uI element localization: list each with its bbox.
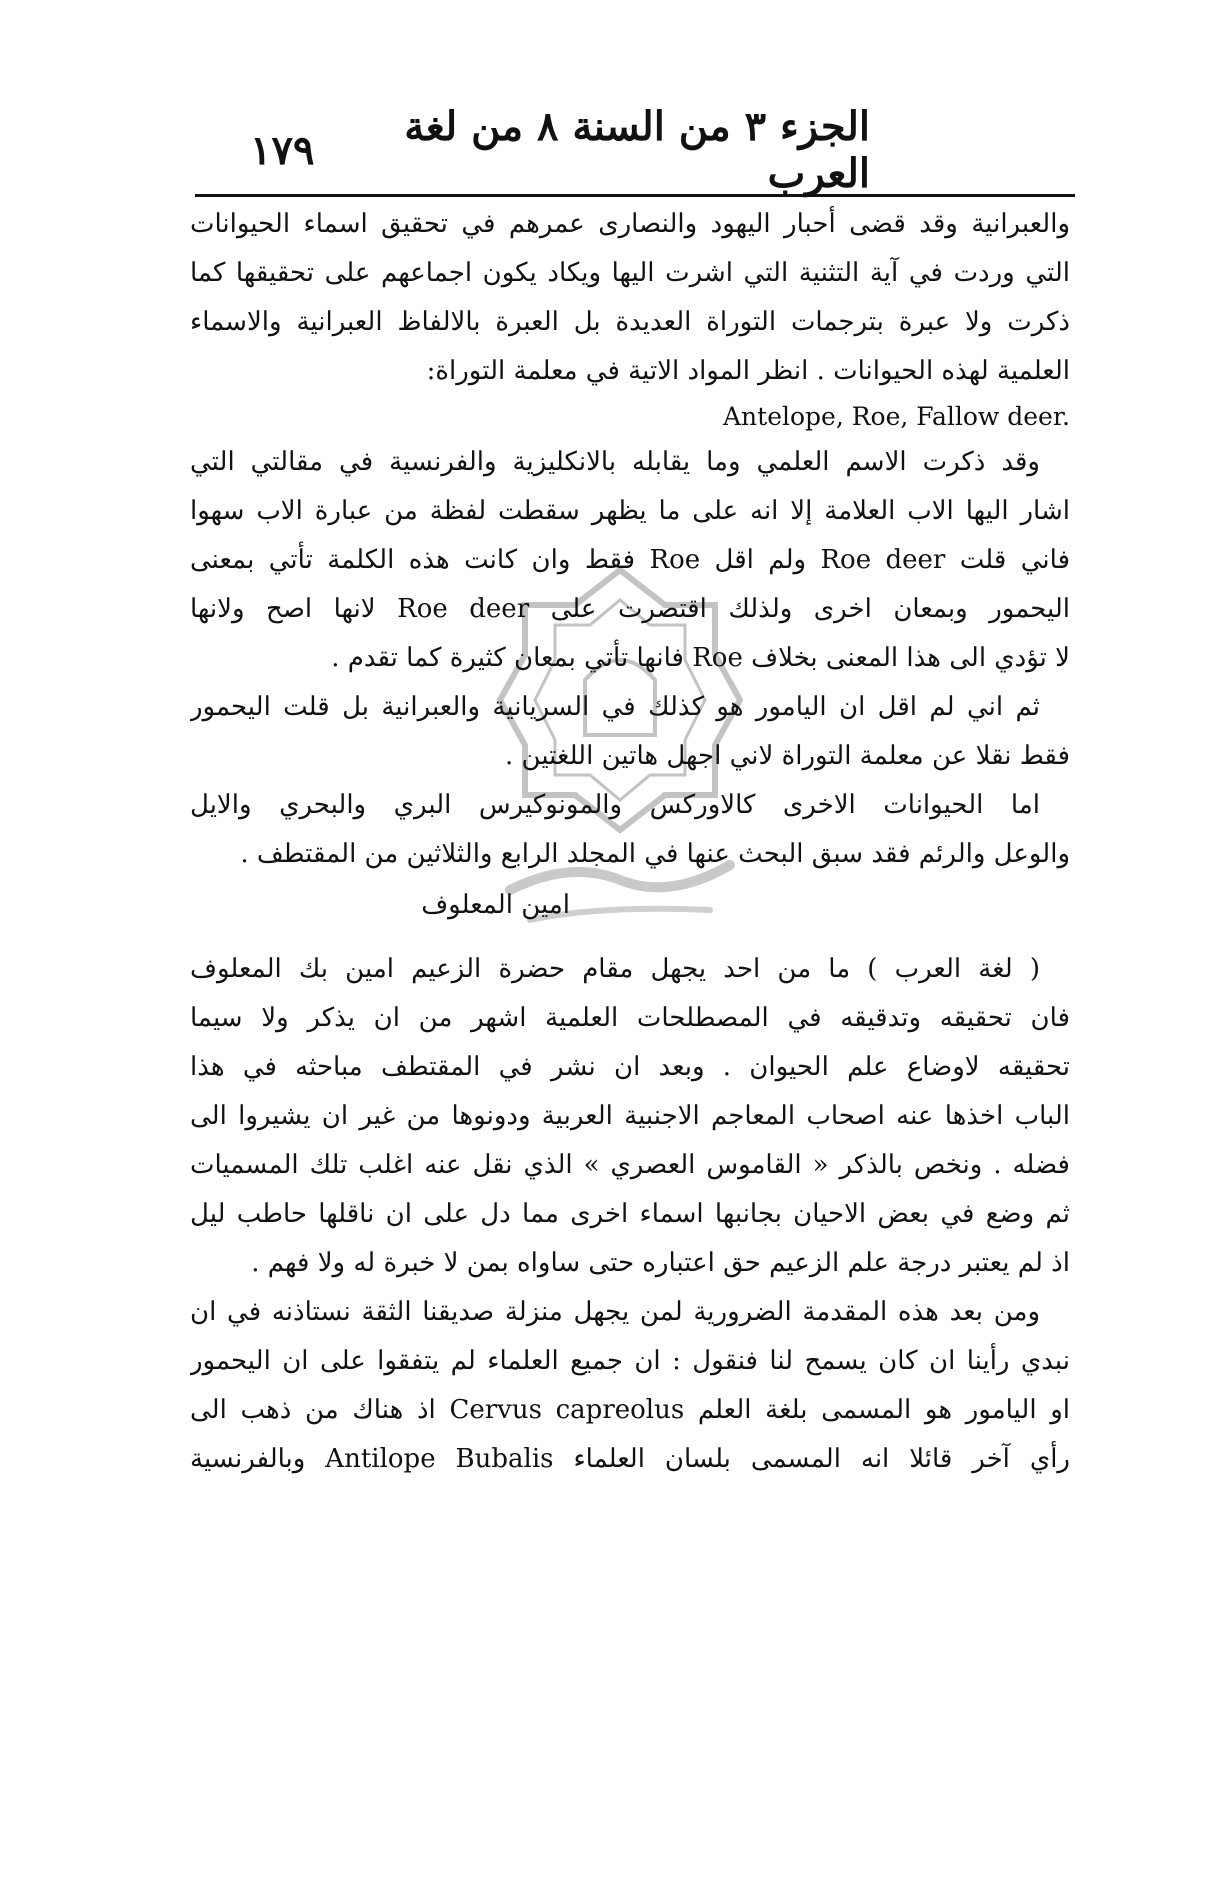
header-rule xyxy=(195,194,1075,197)
text-line: اليحمور وبمعان اخرى ولذلك اقتصرت على Roe deer لانها اصح ولانها xyxy=(190,594,1070,624)
text-line: والوعل والرئم فقد سبق البحث عنها في المجلد الرابع والثلاثين من المقتطف . xyxy=(240,839,1070,869)
text-line: ( لغة العرب ) ما من احد يجهل مقام حضرة الزعيم امين بك المعلوف xyxy=(190,954,1040,984)
text-line: ذكرت ولا عبرة بترجمات التوراة العديدة بل العبرة بالالفاظ العبرانية والاسماء xyxy=(190,307,1070,337)
text-line: العلمية لهذه الحيوانات . انظر المواد الاتية في معلمة التوراة: xyxy=(426,356,1070,386)
text-line: ثم وضع في بعض الاحيان بجانبها اسماء اخرى مما دل على ان ناقلها حاطب ليل xyxy=(190,1199,1070,1229)
text-line: فضله . ونخص بالذكر « القاموس العصري » الذي نقل عنه اغلب تلك المسميات xyxy=(190,1150,1070,1180)
text-line: الباب اخذها عنه اصحاب المعاجم الاجنبية العربية ودونوها من غير ان يشيروا الى xyxy=(190,1101,1070,1131)
text-line: اذ لم يعتبر درجة علم الزعيم حق اعتباره حتى ساواه بمن لا خبرة له ولا فهم . xyxy=(251,1248,1070,1278)
text-line: والعبرانية وقد قضى أحبار اليهود والنصارى عمرهم في تحقيق اسماء الحيوانات xyxy=(190,209,1070,239)
paragraph-gap xyxy=(190,931,1070,945)
text-line: وقد ذكرت الاسم العلمي وما يقابله بالانكليزية والفرنسية في مقالتي التي xyxy=(190,447,1040,477)
text-line: لا تؤدي الى هذا المعنى بخلاف Roe فانها تأتي بمعان كثيرة كما تقدم . xyxy=(331,643,1070,673)
text-line: او اليامور هو المسمى بلغة العلم Cervus capreolus اذ هناك من ذهب الى xyxy=(190,1395,1070,1425)
page-number: ١٧٩ xyxy=(250,126,315,174)
text-line: ثم اني لم اقل ان اليامور هو كذلك في السريانية والعبرانية بل قلت اليحمور xyxy=(190,692,1040,722)
text-line: ومن بعد هذه المقدمة الضرورية لمن يجهل منزلة صديقنا الثقة نستاذنه في ان xyxy=(190,1297,1040,1327)
text-line: نبدي رأينا ان كان يسمح لنا فنقول : ان جميع العلماء لم يتفقوا على ان اليحمور xyxy=(190,1346,1070,1376)
text-line: اشار اليها الاب العلامة إلا انه على ما يظهر سقطت لفظة من عبارة الاب سهوا xyxy=(190,496,1070,526)
author-signature: امين المعلوف xyxy=(421,890,570,920)
latin-text-line: Antelope, Roe, Fallow deer. xyxy=(723,402,1070,431)
text-line: فان تحقيقه وتدقيقه في المصطلحات العلمية اشهر من ان يذكر ولا سيما xyxy=(190,1003,1070,1033)
text-line: اما الحيوانات الاخرى كالاوركس والمونوكيرس البري والبحري والايل xyxy=(190,790,1040,820)
text-line: فقط نقلا عن معلمة التوراة لاني اجهل هاتين اللغتين . xyxy=(505,741,1070,771)
article-body xyxy=(190,200,1070,1484)
running-title: الجزء ٣ من السنة ٨ من لغة العرب xyxy=(404,103,870,197)
text-line: رأي آخر قائلا انه المسمى بلسان العلماء Antilope Bubalis وبالفرنسية xyxy=(190,1444,1070,1474)
page-header xyxy=(250,103,870,197)
text-line: التي وردت في آية التثنية التي اشرت اليها ويكاد يكون اجماعهم على تحقيقها كما xyxy=(190,258,1070,288)
text-line: فاني قلت Roe deer ولم اقل Roe فقط وان كانت هذه الكلمة تأتي بمعنى xyxy=(190,545,1070,575)
text-line: تحقيقه لاوضاع علم الحيوان . وبعد ان نشر في المقتطف مباحثه في هذا xyxy=(190,1052,1070,1082)
